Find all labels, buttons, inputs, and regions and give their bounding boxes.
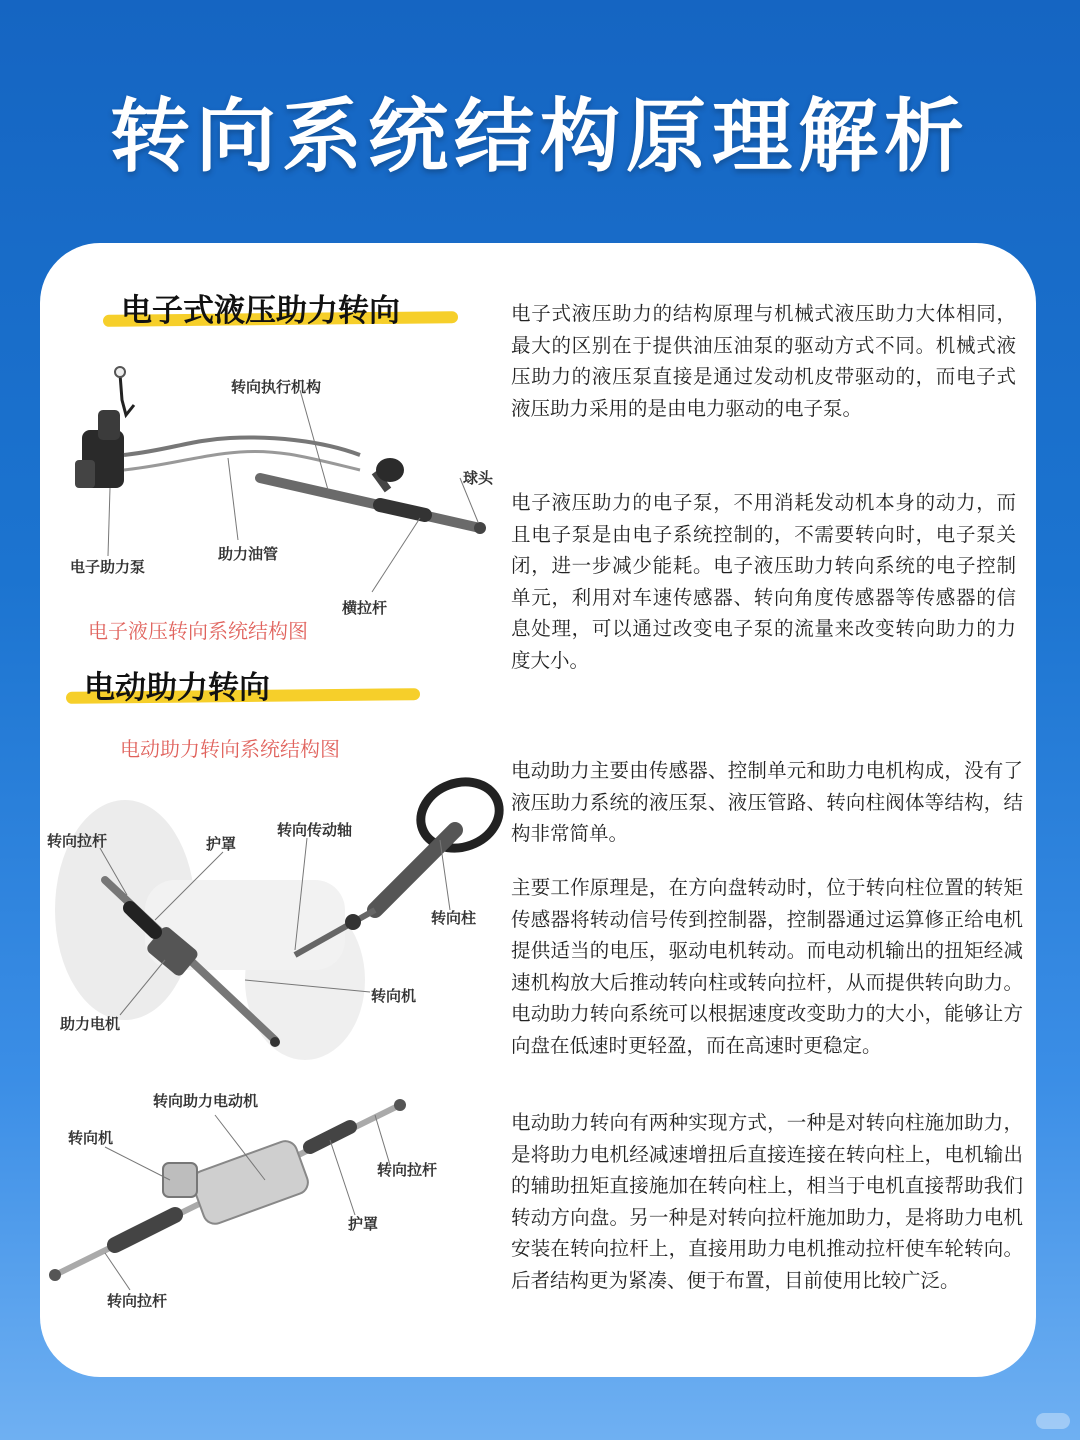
label-eps-gear: 转向机 xyxy=(371,987,417,1005)
label-actuator: 转向执行机构 xyxy=(231,378,322,396)
steering-wheel xyxy=(411,771,505,859)
eps-rack-diagram xyxy=(45,1085,505,1315)
paragraph-ehps-2: 电子液压助力的电子泵，不用消耗发动机本身的动力，而且电子泵是由电子系统控制的，不需要转向时，电子泵关闭，进一步减少能耗。电子液压助力转向系统的电子控制单元，利用对车速传感器、转向角度传感器等传感器的信息处理，可以通过改变电子泵的流量来改变转向助力的力度大小。 xyxy=(511,491,1016,672)
label-eps-motor: 助力电机 xyxy=(60,1015,121,1033)
left-boot xyxy=(115,1215,175,1245)
right-boot xyxy=(310,1127,350,1147)
caption-eps: 电动助力转向系统结构图 xyxy=(120,737,340,761)
label-rack-tie-rod-bottom: 转向拉杆 xyxy=(107,1292,168,1310)
left-tie-rod-end xyxy=(49,1269,61,1281)
tie-rod-end xyxy=(270,1037,280,1047)
label-rack-tie-rod-right: 转向拉杆 xyxy=(377,1161,438,1179)
label-ball-joint: 球头 xyxy=(463,469,494,487)
label-oil-pipe: 助力油管 xyxy=(218,545,279,563)
watermark-badge xyxy=(1036,1413,1070,1429)
label-tie-rod: 横拉杆 xyxy=(342,599,388,617)
reservoir-pipe xyxy=(120,374,134,415)
right-tie-rod-end xyxy=(394,1099,406,1111)
label-pump: 电子助力泵 xyxy=(70,558,146,576)
paragraph-eps-3: 电动助力转向有两种实现方式，一种是对转向柱施加助力，是将助力电机经减速增扭后直接连接在转向柱上，电机输出的辅助扭矩直接施加在转向柱上，相当于电机直接帮助我们转动方向盘。另一种是对转向拉杆施加助力，是将助力电机安装在转向拉杆上，直接用助力电机推动拉杆使车轮转向。后者结构更为紧凑、便于布置，目前使用比较广泛。 xyxy=(511,1111,1023,1292)
label-eps-tie-rod: 转向拉杆 xyxy=(47,832,108,850)
label-eps-column: 转向柱 xyxy=(431,909,477,927)
label-eps-boot: 护罩 xyxy=(206,835,237,853)
caption-ehps: 电子液压转向系统结构图 xyxy=(88,619,308,643)
steering-column xyxy=(375,830,455,910)
rack-boot xyxy=(380,505,425,515)
section-heading-ehps: 电子式液压助力转向 xyxy=(121,293,400,329)
page-title: 转向系统结构原理解析 xyxy=(110,90,970,183)
shaft-joint xyxy=(345,914,361,930)
pump-reservoir xyxy=(98,410,120,440)
label-rack-boot: 护罩 xyxy=(348,1215,379,1233)
paragraph-ehps-1: 电子式液压助力的结构原理与机械式液压助力大体相同，最大的区别在于提供油压油泵的驱动方式不同。机械式液压助力的液压泵直接是通过发动机皮带驱动的，而电子式液压助力采用的是由电力驱动的电子泵。 xyxy=(511,302,1016,420)
reservoir-cap xyxy=(115,367,125,377)
rack-motor-housing xyxy=(189,1138,311,1227)
label-eps-shaft: 转向传动轴 xyxy=(277,821,353,839)
paragraph-eps-1: 电动助力主要由传感器、控制单元和助力电机构成，没有了液压助力系统的液压泵、液压管路、转向柱阀体等结构，结构非常简单。 xyxy=(511,759,1023,845)
steering-rack xyxy=(260,478,480,528)
oil-pipe-2 xyxy=(124,451,360,470)
paragraph-eps-2: 主要工作原理是，在方向盘转动时，位于转向柱位置的转矩传感器将转动信号传到控制器，控制器通过运算修正给电机提供适当的电压，驱动电机转动。而电动机输出的扭矩经减速机构放大后推动转向柱或转向拉杆，从而提供转向助力。电动助力转向系统可以根据速度改变助力的大小，能够让方向盘在低速时更轻盈，而在高速时更稳定。 xyxy=(511,876,1023,1057)
ball-joint xyxy=(474,522,486,534)
label-rack-assist-motor: 转向助力电动机 xyxy=(153,1092,259,1110)
label-rack-gear: 转向机 xyxy=(68,1129,114,1147)
ehps-diagram xyxy=(60,360,500,620)
section-heading-eps: 电动助力转向 xyxy=(84,670,270,706)
column-joint xyxy=(376,458,404,482)
pinion-housing xyxy=(163,1163,197,1197)
pump-motor xyxy=(75,460,95,488)
